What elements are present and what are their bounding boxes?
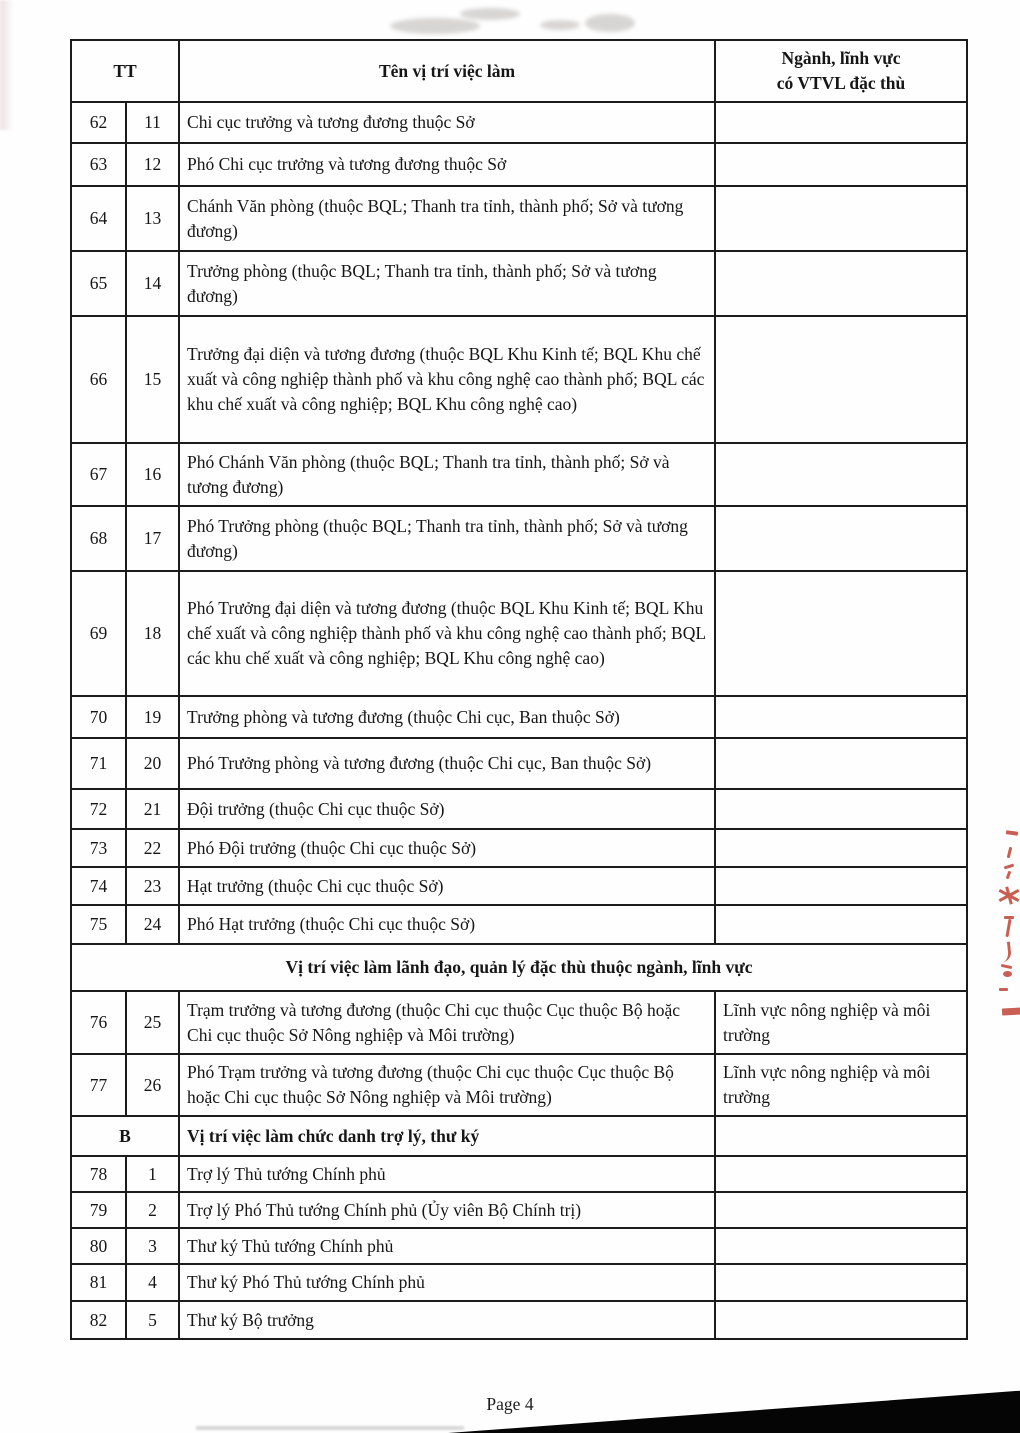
row-name: Thư ký Bộ trưởng [179,1301,715,1339]
table-row [71,1264,967,1301]
row-name: Thư ký Thủ tướng Chính phủ [179,1228,715,1264]
row-sector [715,316,967,443]
red-pen-mark [1001,964,1012,969]
table-row [71,443,967,506]
row-name: Chi cục trưởng và tương đương thuộc Sở [179,102,715,143]
table-row [71,506,967,571]
row-tt: 64 [71,186,126,251]
row-subtt: 25 [126,991,179,1054]
row-letter: B [71,1116,179,1156]
row-subtt: 14 [126,251,179,316]
row-sector [715,1264,967,1301]
row-sector [715,829,967,867]
row-sector: Lĩnh vực nông nghiệp và môi trường [715,1054,967,1116]
row-name: Phó Trưởng phòng (thuộc BQL; Thanh tra tỉnh, thành phố; Sở và tương đương) [179,506,715,571]
table-row [71,905,967,944]
row-name: Thư ký Phó Thủ tướng Chính phủ [179,1264,715,1301]
table-row [71,143,967,186]
row-tt: 77 [71,1054,126,1116]
row-sector [715,1156,967,1192]
row-sector [715,789,967,829]
header-tt: TT [71,40,179,102]
row-sector [715,443,967,506]
row-subtt: 11 [126,102,179,143]
row-tt: 67 [71,443,126,506]
scan-shadow-streak [196,1426,464,1430]
red-pen-mark [1004,916,1014,919]
row-tt: 72 [71,789,126,829]
row-name: Phó Trạm trưởng và tương đương (thuộc Chi cục thuộc Cục thuộc Bộ hoặc Chi cục thuộc Sở Nông nghiệp và Môi trường) [179,1054,715,1116]
header-sector-line2: có VTVL đặc thù [776,73,906,93]
table-row [71,738,967,789]
row-tt: 76 [71,991,126,1054]
row-name: Trạm trưởng và tương đương (thuộc Chi cục thuộc Cục thuộc Bộ hoặc Chi cục thuộc Sở Nông nghiệp và Môi trường) [179,991,715,1054]
row-subtt: 19 [126,696,179,738]
row-name: Chánh Văn phòng (thuộc BQL; Thanh tra tỉnh, thành phố; Sở và tương đương) [179,186,715,251]
table-row [71,991,967,1054]
row-name: Trợ lý Thủ tướng Chính phủ [179,1156,715,1192]
row-name: Phó Trưởng phòng và tương đương (thuộc Chi cục, Ban thuộc Sở) [179,738,715,789]
row-sector [715,1228,967,1264]
row-tt: 82 [71,1301,126,1339]
table-row [71,571,967,696]
table-row [71,867,967,905]
red-pen-mark [999,988,1008,991]
row-tt: 62 [71,102,126,143]
row-tt: 75 [71,905,126,944]
row-name: Đội trưởng (thuộc Chi cục thuộc Sở) [179,789,715,829]
row-sector [715,696,967,738]
row-tt: 66 [71,316,126,443]
row-tt: 71 [71,738,126,789]
red-pen-mark [1007,847,1013,858]
table-row [71,829,967,867]
row-tt: 63 [71,143,126,186]
row-sector [715,1301,967,1339]
page-number: Page 4 [486,1394,534,1414]
row-sector [715,186,967,251]
row-tt: 73 [71,829,126,867]
scan-edge-tint [0,0,14,130]
red-pen-mark [1002,1007,1020,1015]
red-pen-mark [1006,830,1018,836]
row-sector [715,1192,967,1228]
row-subtt: 16 [126,443,179,506]
row-name: Phó Hạt trưởng (thuộc Chi cục thuộc Sở) [179,905,715,944]
row-name: Trợ lý Phó Thủ tướng Chính phủ (Ủy viên Bộ Chính trị) [179,1192,715,1228]
header-position-name: Tên vị trí việc làm [179,40,715,102]
red-pen-mark [999,941,1012,962]
table-header-row [71,40,967,102]
row-sector [715,1116,967,1156]
row-name: Phó Đội trưởng (thuộc Chi cục thuộc Sở) [179,829,715,867]
row-name: Phó Chi cục trưởng và tương đương thuộc Sở [179,143,715,186]
row-subtt: 24 [126,905,179,944]
row-tt: 80 [71,1228,126,1264]
row-title: Vị trí việc làm chức danh trợ lý, thư ký [179,1116,715,1156]
red-pen-mark [1005,919,1011,937]
row-tt: 74 [71,867,126,905]
table-row [71,1228,967,1264]
row-subtt: 26 [126,1054,179,1116]
section-title: Vị trí việc làm lãnh đạo, quản lý đặc thù thuộc ngành, lĩnh vực [71,944,967,991]
section-header-row [71,944,967,991]
table-row [71,1301,967,1339]
row-sector [715,102,967,143]
row-sector [715,905,967,944]
table-row [71,316,967,443]
table-row [71,1156,967,1192]
row-subtt: 20 [126,738,179,789]
row-subtt: 15 [126,316,179,443]
row-subtt: 22 [126,829,179,867]
table-row [71,102,967,143]
row-sector [715,738,967,789]
row-name: Trưởng đại diện và tương đương (thuộc BQL Khu Kinh tế; BQL Khu chế xuất và công nghiệp thành phố và khu công nghệ cao thành phố; BQL các khu chế xuất và công nghiệp; BQL Khu công nghệ cao) [179,316,715,443]
row-name: Trưởng phòng và tương đương (thuộc Chi cục, Ban thuộc Sở) [179,696,715,738]
row-name: Phó Trưởng đại diện và tương đương (thuộc BQL Khu Kinh tế; BQL Khu chế xuất và công nghiệp thành phố và khu công nghệ cao thành phố; BQL các khu chế xuất và công nghiệp; BQL Khu công nghệ cao) [179,571,715,696]
row-name: Trưởng phòng (thuộc BQL; Thanh tra tỉnh, thành phố; Sở và tương đương) [179,251,715,316]
row-tt: 68 [71,506,126,571]
table-row [71,696,967,738]
job-position-table [70,39,968,1340]
table-row [71,1192,967,1228]
scan-smudge [390,6,640,40]
row-subtt: 2 [126,1192,179,1228]
row-subtt: 23 [126,867,179,905]
red-pen-mark [1003,971,1012,977]
header-sector-line1: Ngành, lĩnh vực [781,48,901,69]
row-subtt: 5 [126,1301,179,1339]
row-subtt: 3 [126,1228,179,1264]
row-subtt: 12 [126,143,179,186]
row-subtt: 18 [126,571,179,696]
red-pen-mark [998,886,1020,908]
table-row [71,251,967,316]
row-sector: Lĩnh vực nông nghiệp và môi trường [715,991,967,1054]
table-row [71,1054,967,1116]
table-row [71,186,967,251]
row-sector [715,251,967,316]
row-subtt: 21 [126,789,179,829]
row-subtt: 1 [126,1156,179,1192]
row-tt: 69 [71,571,126,696]
table-row [71,789,967,829]
group-header-row [71,1116,967,1156]
row-tt: 79 [71,1192,126,1228]
row-name: Phó Chánh Văn phòng (thuộc BQL; Thanh tra tỉnh, thành phố; Sở và tương đương) [179,443,715,506]
row-tt: 70 [71,696,126,738]
red-pen-mark [1006,871,1012,880]
row-sector [715,867,967,905]
row-subtt: 4 [126,1264,179,1301]
row-tt: 78 [71,1156,126,1192]
red-pen-mark [1004,864,1014,870]
row-tt: 81 [71,1264,126,1301]
row-sector [715,571,967,696]
row-subtt: 13 [126,186,179,251]
header-sector [715,40,967,102]
row-sector [715,506,967,571]
row-sector [715,143,967,186]
row-tt: 65 [71,251,126,316]
row-name: Hạt trưởng (thuộc Chi cục thuộc Sở) [179,867,715,905]
row-subtt: 17 [126,506,179,571]
